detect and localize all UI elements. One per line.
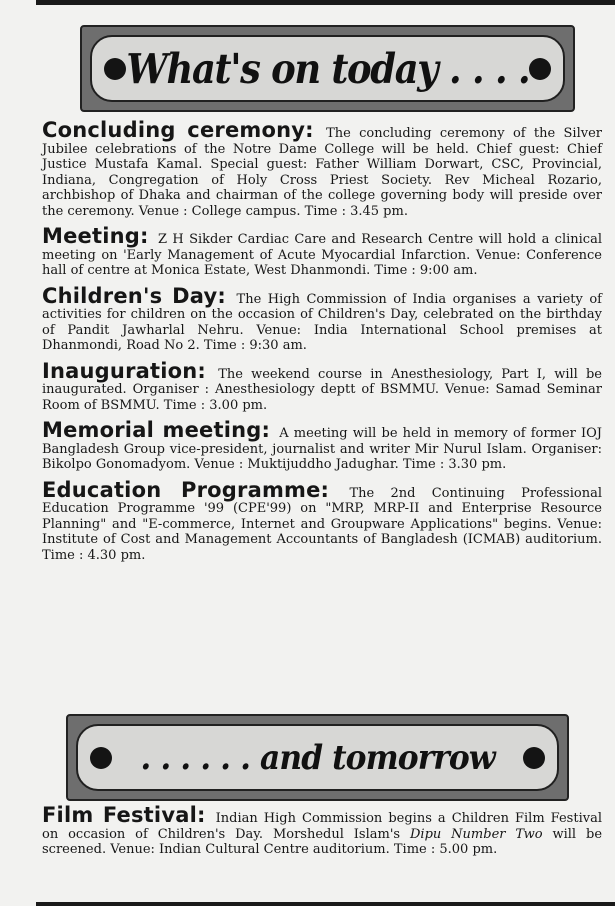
banner-pill <box>90 35 565 102</box>
bullet-dot-icon <box>104 58 126 80</box>
listing-text: A meeting will be held in memory of former IOJ Bangladesh Group vice-president, journalist and writer Mir Nurul Islam. Organiser: Bikolpo Gonomadyom. Venue : Muktijuddho Jadughar. Time : 3.30 pm. <box>42 426 602 472</box>
bullet-dot-icon <box>90 747 112 769</box>
today-listings <box>42 120 602 570</box>
listing-meeting <box>42 226 602 279</box>
listing-concluding-ceremony <box>42 120 602 219</box>
listing-inauguration <box>42 358 602 414</box>
listing-memorial-meeting <box>42 420 602 473</box>
and-tomorrow-banner <box>66 714 569 801</box>
whats-on-today-banner <box>80 25 575 112</box>
listing-text: The 2nd Continuing Professional Education Programme '99 (CPE'99) on "MRP, MRP-II and Enterprise Resource Planning" and "E-commerce, Internet and Groupware Applications" begins. Venue: Institute of Cost and Management Accountants of Bangladesh (ICMAB) auditorium. Time : 4.30 pm. <box>42 485 602 563</box>
listing-heading: Education Programme: <box>42 477 330 502</box>
listing-heading: Meeting: <box>42 224 149 248</box>
listing-text: The High Commission of India organises a variety of activities for children on the occasion of Children's Day, celebrated on the birthday of Pandit Jawharlal Nehru. Venue: India International School premises at Dhanmondi, Road No 2. Time : 9:30 am. <box>42 291 602 353</box>
listing-film-festival <box>42 805 602 858</box>
banner-title-tomorrow: . . . . . . and tomorrow <box>140 737 495 778</box>
listing-text: The weekend course in Anesthesiology, Part I, will be inaugurated. Organiser : Anesthesiology deptt of BSMMU. Venue: Samad Seminar Room of BSMMU. Time : 3.00 pm. <box>42 366 602 413</box>
listing-heading: Inauguration: <box>42 358 207 383</box>
listing-heading: Film Festival: <box>42 803 206 827</box>
top-rule <box>36 0 615 5</box>
banner-title-today: What's on today . . . . <box>126 44 529 93</box>
listing-text: Z H Sikder Cardiac Care and Research Centre will hold a clinical meeting on 'Early Management of Acute Myocardial Infarction. Venue: Conference hall of centre at Monica Estate, West Dhanmondi. Time : 9:00 am. <box>42 232 602 278</box>
listing-heading: Children's Day: <box>42 283 227 308</box>
bottom-rule <box>36 902 615 906</box>
bullet-dot-icon <box>523 747 545 769</box>
listing-education-programme <box>42 477 602 564</box>
listing-heading: Memorial meeting: <box>42 418 271 442</box>
film-title: Dipu Number Two <box>410 826 543 842</box>
listing-heading: Concluding ceremony: <box>42 118 314 142</box>
listing-text-continued: will be screened. Venue: Indian Cultural Centre auditorium. Time : 5.00 pm. <box>42 826 603 857</box>
tomorrow-listings <box>42 805 602 865</box>
listing-text: The concluding ceremony of the Silver Jubilee celebrations of the Notre Dame College will be held. Chief guest: Chief Justice Mustafa Kamal. Special guest: Father William Dorwart, CSC, Provincial, Indiana, Congregation of Holy Cross Priest Society. Rev Micheal Rozario, archbishop of Dhaka and chairman of the college governing body will preside over the ceremony. Venue : College campus. Time : 3.45 pm. <box>42 126 602 219</box>
banner-pill <box>76 724 559 791</box>
bullet-dot-icon <box>529 58 551 80</box>
listing-text: Indian High Commission begins a Children Film Festival on occasion of Children's Day. Morshedul Islam's <box>42 811 602 842</box>
listing-childrens-day <box>42 283 602 354</box>
